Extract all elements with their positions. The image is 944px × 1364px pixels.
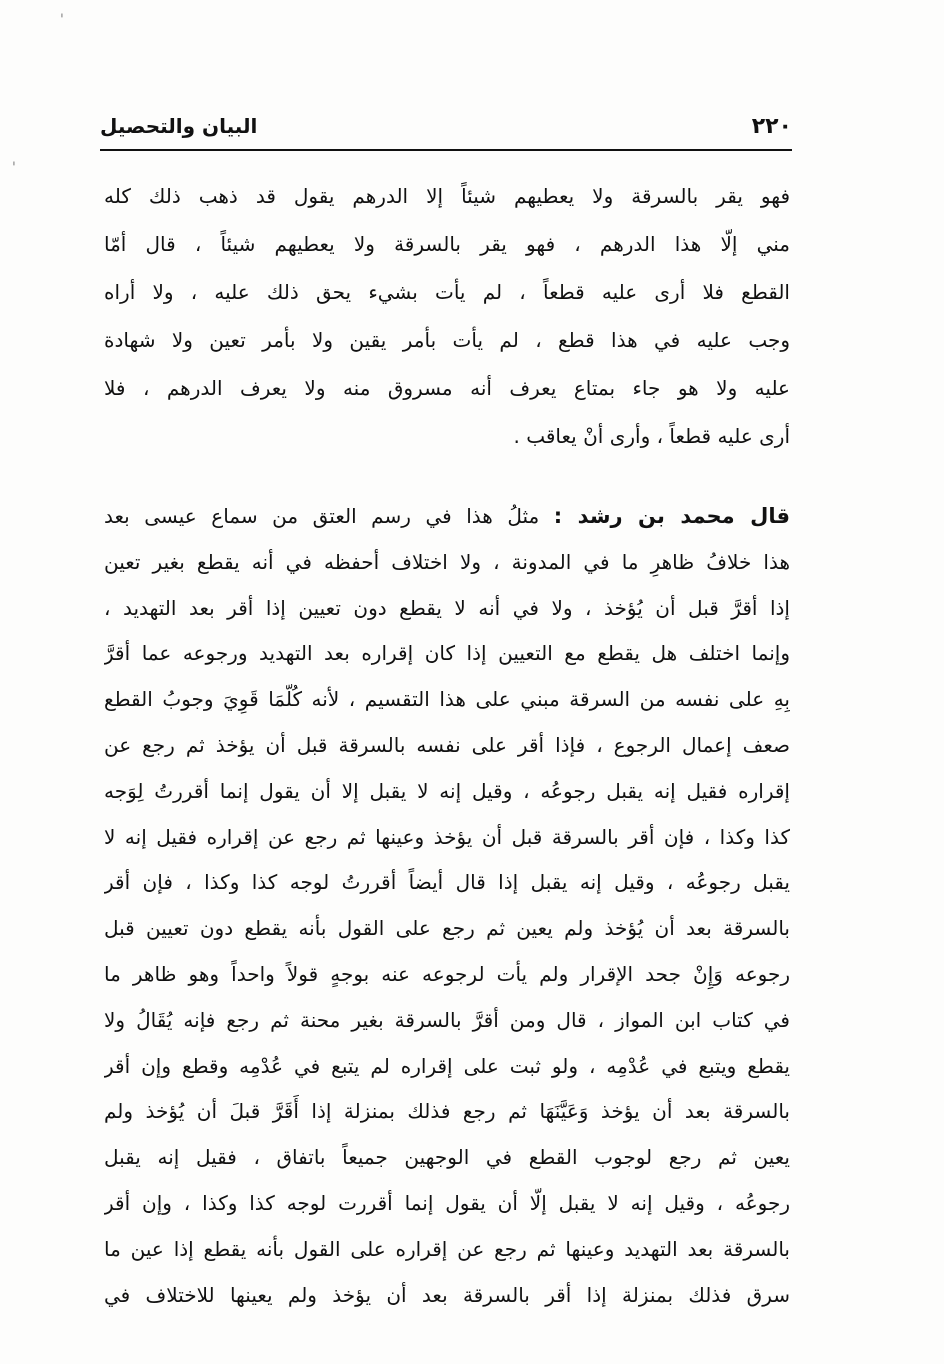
text-line: رجوعُه ، وقيل إنه لا يقبل إلّا أن يقول إنما أقررت لوجه كذا وكذا ، وإن أقر (104, 1190, 790, 1215)
text-line: بالسرقة بعد أن يؤخذ وَعَيَّنَهَا ثم رجع فذلك بمنزلة إذا أَقَرَّ قبلَ أن يُؤخذ ولم (104, 1099, 790, 1124)
text-line: كذا وكذا ، فإن أقر بالسرقة قبل أن يؤخذ وعينها ثم رجع عن إقراره فقيل إنه لا (104, 824, 790, 849)
first-line-text: مثلُ هذا في رسم العتق من سماع عيسى بعد (104, 504, 540, 528)
text-line: إقراره فقيل إنه يقبل رجوعُه ، وقيل إنه لا يقبل إلا أن يقول إنما أقررتُ لِوَجه (104, 778, 790, 803)
text-line: القطع فلا أرى عليه قطعاً ، لم يأت بشيء يحق ذلك عليه ، ولا أراه (104, 280, 790, 304)
text-line: رجوعه وَإِنْ جحد الإقرار ولم يأت لرجوعه عنه بوجهٍ قولاً واحداً وهو ظاهر ما (104, 961, 790, 986)
text-line: بالسرقة بعد أن يُؤخذ ولم يعين ثم رجع على القول بأنه يقطع دون تعيين قبل (104, 916, 790, 941)
text-line: يقبل رجوعُه ، وقيل إنه يقبل إذا قال أيضاً أقررتُ لوجه كذا وكذا ، فإن أقر (104, 870, 790, 895)
text-line: فهو يقر بالسرقة ولا يعطيهم شيئاً إلا الدرهم يقول قد ذهب ذلك كله (104, 184, 790, 208)
text-line: في كتاب ابن المواز ، قال ومن أقرَّ بالسرقة بغير محنة ثم رجع فإنه يُقَالُ ولا (104, 1007, 790, 1032)
margin-mark: ' (60, 12, 64, 28)
text-line: يعين ثم رجع لوجوب القطع في الوجهين جميعاً باتفاق ، فقيل إنه يقبل (104, 1145, 790, 1170)
text-line: صعف إعمال الرجوع ، فإذا أقر على نفسه بالسرقة قبل أن يؤخذ ثم رجع عن (104, 732, 790, 757)
text-line: بالسرقة بعد التهديد وعينها ثم رجع عن إقراره على القول بأنه يقطع إذا عين ما (104, 1236, 790, 1261)
text-line: سرق فذلك بمنزلة إذا أقر بالسرقة بعد أن يؤخذ ولم يعينها للاختلاف في (104, 1282, 790, 1307)
page-number: ٢٢٠ (751, 114, 792, 139)
speaker-name: قال محمد بن رشد : (553, 504, 790, 528)
header-rule (100, 149, 792, 151)
text-line: وجب عليه في هذا قطع ، لم يأت بأمر يقين ولا بأمر تعين ولا شهادة (104, 328, 790, 352)
paragraph-1 (104, 172, 790, 460)
text-line: إذا أقرَّ قبل أن يُؤخذ ، ولا في أنه لا يقطع دون تعيين إذا أقر بعد التهديد ، (104, 595, 790, 620)
text-line: مني إلّا هذا الدرهم ، فهو يقر بالسرقة ولا يعطيهم شيئاً ، قال أمّا (104, 232, 790, 256)
text-line: أرى عليه قطعاً ، وأرى أنْ يعاقب . (513, 424, 790, 448)
paragraph-2 (104, 494, 790, 1318)
text-line: هذا خلافُ ظاهرِ ما في المدونة ، ولا اختلاف أحفظه في أنه يقطع بغير تعين (104, 549, 790, 574)
running-title: البيان والتحصيل (100, 114, 258, 138)
page-header (100, 108, 792, 148)
text-line-first (104, 494, 790, 540)
text-line: بِهِ على نفسه من السرقة مبني على هذا التقسيم ، لأنه كُلّمَا قَوِيَ وجوبُ القطع (104, 687, 790, 712)
margin-mark: ' (12, 160, 16, 176)
text-line: عليه ولا هو جاء بمتاع يعرف أنه مسروق منه ولا يعرف الدرهم ، فلا (104, 376, 790, 400)
text-line: يقطع ويتبع في عُدْمِه ، ولو ثبت على إقراره لم يتبع في عُدْمِه وقطع وإن أقر (104, 1053, 790, 1078)
text-line: وإنما اختلف هل يقطع مع التعيين إذا كان إقراره بعد التهديد ورجوعه عما أقرَّ (104, 641, 790, 666)
